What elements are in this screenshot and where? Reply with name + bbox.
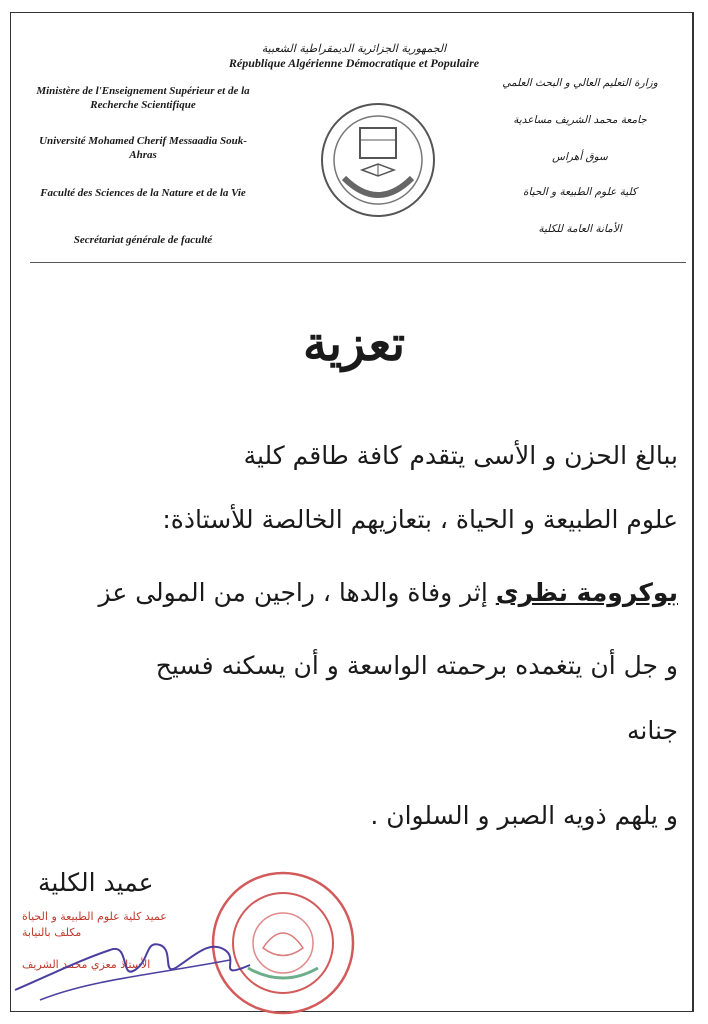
body-line-3	[99, 578, 678, 607]
document-title: تعزية	[302, 316, 406, 372]
stamp-line-2: مكلف بالنيابة	[22, 926, 82, 939]
city-ar: سوق أهراس	[552, 151, 608, 163]
university-ar: جامعة محمد الشريف مساعدية	[513, 114, 647, 126]
body-line-3-rest: إثر وفاة والدها ، راجين من المولى عز	[98, 578, 496, 607]
dean-title: عميد الكلية	[38, 868, 154, 897]
header-divider	[30, 262, 686, 263]
republic-french: République Algérienne Démocratique et Populaire	[228, 56, 480, 70]
faculty-ar: كلية علوم الطبيعة و الحياة	[523, 186, 637, 198]
handwritten-signature	[10, 920, 270, 1010]
recipient-name: بوكرومة نظرى	[495, 578, 678, 607]
university-logo	[318, 100, 438, 220]
body-line-5: جنانه	[627, 716, 678, 745]
stamp-line-1: عميد كلية علوم الطبيعة و الحياة	[22, 910, 167, 923]
secretariat-ar: الأمانة العامة للكلية	[538, 223, 622, 235]
faculty-fr: Faculté des Sciences de la Nature et de la Vie	[40, 187, 246, 199]
ministry-ar: وزارة التعليم العالي و البحث العلمي	[502, 77, 658, 89]
body-line-1: ببالغ الحزن و الأسى يتقدم كافة طاقم كلية	[243, 441, 678, 470]
body-line-6: و يلهم ذويه الصبر و السلوان .	[370, 801, 678, 830]
university-fr: Université Mohamed Cherif Messaadia Souk-Ahras	[39, 135, 247, 161]
body-line-4: و جل أن يتغمده برحمته الواسعة و أن يسكنه فسيح	[155, 651, 678, 680]
secretariat-fr: Secrétariat générale de faculté	[73, 234, 213, 246]
body-line-2: علوم الطبيعة و الحياة ، بتعازيهم الخالصة للأستاذة:	[162, 505, 678, 534]
republic-arabic: الجمهورية الجزائرية الديمقراطية الشعبية	[261, 42, 447, 55]
stamp-line-3: الأستاذ معزي محمد الشريف	[22, 958, 151, 971]
ministry-fr: Ministère de l'Enseignement Supérieur et de la Recherche Scientifique	[36, 85, 250, 111]
